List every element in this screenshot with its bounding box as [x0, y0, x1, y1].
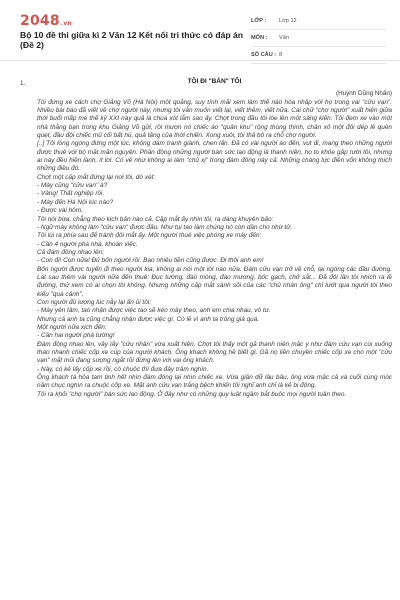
- story-paragraph: - Cần 4 người phá nhà, khoán việc.: [37, 240, 138, 248]
- meta-row-subject: [251, 30, 386, 47]
- story-title: TÔI ĐI "BÁN" TÔI: [187, 78, 242, 85]
- meta-label: LỚP :: [251, 18, 267, 24]
- story-paragraph: Tôi nói bừa, chẳng theo kịch bản nào cả. Cặp mắt ấy nhìn tôi, ra dáng khuyên bảo:: [37, 215, 274, 223]
- story-paragraph: Con người đủ lượng lúc nẫy lại ấn ủi tôi:: [37, 298, 151, 306]
- story-paragraph: [..] Tôi lóng ngóng đứng một lúc, không dám tranh giành, chen lấn. Đã có vài người áo đến, vụt đi, mang theo những người được thuê với bộ mặt mãn nguyện. Phần đông những người bán sức lao động là thanh niên, họ to khỏe gặp rười tôi, nhưng ai này đều hiền lành, ít lời. Có vẻ như không ai làm "chủ xị" trong đám đông này cả. Những chàng lực điền vốn không thích những điều đó.: [37, 140, 392, 173]
- story-paragraph: Đám đông nhao lên, vây lấy "cửu nhân" vừa xuất hiện. Chợt tôi thấy một gã thanh niên mặc y như đám cửu vạn cùi xuống tháo nhanh chiếc cốp xe cúp của người khách. Ông khách không hề biết gì. Gã nọ liền chuyền chiếc cốp xe cho một "cửu vạn" mặt mũi đang sượng ngắt rồi đứng lên với vai ông khách.: [37, 340, 392, 365]
- meta-value: Văn: [279, 35, 289, 41]
- story-paragraph: Tôi ra khỏi "chợ người" bán sức lao động. Ở đây như có những quy luật ngầm bắt buộc mọi người tuân theo.: [37, 390, 347, 398]
- logo-main: 2048: [20, 13, 60, 29]
- question-content: [37, 78, 392, 399]
- story-paragraph: - Mày cũng "cửu vạn" à?: [37, 182, 108, 190]
- story-paragraph: Một người nữa xịch đến:: [37, 323, 107, 331]
- meta-label: SỐ CÂU :: [251, 52, 277, 58]
- story-paragraph: - Con đi! Con nữa! Đủ bốn người rồi. Bao nhiêu tiền cũng được. Đi thôi anh em!: [37, 257, 264, 265]
- meta-value: Lớp 12: [279, 18, 297, 24]
- story-paragraph: Tôi đứng xe cách chợ Giảng Võ (Hà Nội) một quãng, suy tính mãi xem làm thế nào hòa nhập với họ trong vai "cửu vạn". Nhiều bài báo đã viết về chợ người này, nhưng tôi vẫn muốn viết lại, viết thêm, viết nữa. Cái chữ "chợ người" xuất hiện giữa thời buổi mấp mé thế kỷ XXI này quả là chua xót lắm sao ấy. Chợt trong đầu tôi lóe lên một sáng kiến. Tôi đem xe vào một nhà thằng bạn trong khu Giảng Võ gửi, rồi mượn nó chiếc áo "quân khu" rộng thùng thình, chân xỏ một đôi dép lê quèn quẹt, đầu đội chiếc mũ cối bất hủ, quả tặng của thời chiến. Xong xuôi, tôi thả bộ ra chỗ chợ người.: [37, 98, 392, 140]
- question-number: 1.: [20, 80, 26, 87]
- story-paragraph: Ông khách tá hỏa tam tinh hết nhìn đám đông lại nhìn chiếc xe. Vừa giận dữ lâu bâu, ông vừa mặc cả và cuối cùng móc năm chục nghìn ra chuộc cốp xe. Mặt anh cửu vạn trắng bệch khiến tôi nghĩ anh chỉ là kẻ bị động.: [37, 374, 392, 390]
- page-header: [0, 0, 400, 61]
- story-paragraph: - Ngữ mày không làm "cửu vạn" được đâu. Như tụi tao làm chúng nó còn dần cho nhừ tử.: [37, 223, 293, 231]
- site-logo[interactable]: [20, 13, 72, 29]
- story-paragraph: Tôi lùi ra phía sau để tránh đôi mắt ấy. Một người thuê việc phóng xe máy đến:: [37, 232, 262, 240]
- meta-row-class: [251, 13, 386, 30]
- story-paragraph: - Mày đến Hà Nội lúc nào?: [37, 198, 114, 206]
- meta-row-question-count: [251, 47, 386, 64]
- story-paragraph: - Vâng! Thất nghiệp rồi.: [37, 190, 105, 198]
- story-paragraph: Nhưng cả anh ta cũng chẳng nhận được việc gì. Có lẽ vì anh ta trông già quá.: [37, 315, 260, 323]
- story-paragraph: - Mày yên tâm, tao nhận được việc tao sẽ kéo mày theo, anh em chia nhau, vô tư.: [37, 307, 271, 315]
- story-paragraph: - Cần hai người phá tường!: [37, 332, 115, 340]
- logo-suffix: .vn: [60, 20, 72, 27]
- document-title: Bộ 10 đề thi giữa kì 2 Văn 12 Kết nối tri thức có đáp án (Đề 2): [20, 30, 244, 51]
- story-author: (Huỳnh Dũng Nhân): [335, 90, 392, 98]
- story-paragraph: - Được vài hôm.: [37, 207, 83, 215]
- story-paragraph: - Này, có kẻ lấy cốp xe rồi, có chuộc thì đưa đây trăm nghìn.: [37, 365, 209, 373]
- document-meta: [251, 13, 386, 64]
- story-paragraph: Cả đám đông nhao lên:: [37, 248, 104, 256]
- meta-value: 8: [279, 52, 283, 58]
- story-body: [37, 99, 392, 399]
- story-paragraph: Chợt một cặp mắt đứng lại nơi tôi, dò xét:: [37, 173, 156, 181]
- story-paragraph: Bốn người được tuyển đi theo người kia, không ai nói một lời nào nữa. Đám cửu vạn trở về chỗ, lại ngóng các đầu đường. Lát sau thêm vài người nữa đến thuê: Đục tường, đào móng, đào mương, bốc gạch, chở sắt... Đã đôi lần tôi nhích ra lề đường, thử xem có ai chọn tôi không. Nhưng những cặp mắt sành sỏi của các "chủ nhân ông" chỉ lướt qua người tôi theo kiểu "quá cảnh".: [37, 265, 392, 298]
- meta-label: MÔN :: [251, 35, 268, 41]
